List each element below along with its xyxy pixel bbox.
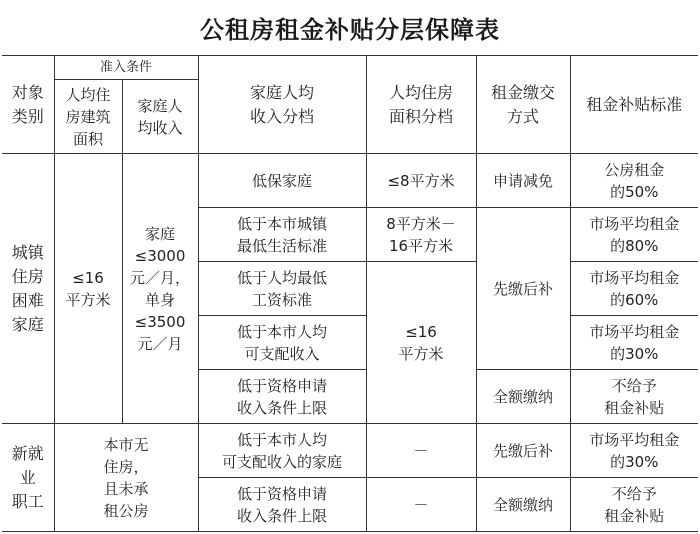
header-subsidy-standard: 租金补贴标准	[570, 56, 698, 154]
table-cell: 先缴后补	[476, 208, 570, 370]
subsidy-table	[2, 55, 698, 532]
header-conditions: 准入条件	[54, 56, 198, 80]
table-cell: 全额缴纳	[476, 370, 570, 424]
group2-conditions: 本市无 住房， 且未承 租公房	[54, 424, 198, 532]
table-cell: 市场平均租金 的30%	[570, 424, 698, 478]
table-cell: 市场平均租金 的60%	[570, 262, 698, 316]
group1-income-condition: 家庭 ≤3000 元／月， 单身 ≤3500 元／月	[122, 154, 198, 424]
table-cell: 市场平均租金 的80%	[570, 208, 698, 262]
table-cell: 8平方米－ 16平方米	[366, 208, 476, 262]
table-cell: －	[366, 478, 476, 532]
table-cell: 低于资格申请 收入条件上限	[198, 478, 366, 532]
table-cell: 低于本市人均 可支配收入	[198, 316, 366, 370]
table-cell: 公房租金 的50%	[570, 154, 698, 208]
table-cell: 不给予 租金补贴	[570, 478, 698, 532]
header-object-type: 对象 类别	[2, 56, 54, 154]
group2-object-type: 新就 业 职工	[2, 424, 54, 532]
table-cell: 低于本市人均 可支配收入的家庭	[198, 424, 366, 478]
table-cell: 低于本市城镇 最低生活标准	[198, 208, 366, 262]
page-title: 公租房租金补贴分层保障表	[200, 16, 500, 44]
table-cell: 不给予 租金补贴	[570, 370, 698, 424]
table-cell: 低于人均最低 工资标准	[198, 262, 366, 316]
table-cell: －	[366, 424, 476, 478]
table-cell: 先缴后补	[476, 424, 570, 478]
table-cell: 低于资格申请 收入条件上限	[198, 370, 366, 424]
header-income: 家庭人 均收入	[122, 80, 198, 154]
group1-object-type: 城镇 住房 困难 家庭	[2, 154, 54, 424]
table-cell: ≤8平方米	[366, 154, 476, 208]
table-cell: 低保家庭	[198, 154, 366, 208]
table-cell: 全额缴纳	[476, 478, 570, 532]
table-cell: 市场平均租金 的30%	[570, 316, 698, 370]
header-area: 人均住 房建筑 面积	[54, 80, 122, 154]
header-area-level: 人均住房 面积分档	[366, 56, 476, 154]
header-payment-method: 租金缴交 方式	[476, 56, 570, 154]
group1-area-condition: ≤16 平方米	[54, 154, 122, 424]
header-income-level: 家庭人均 收入分档	[198, 56, 366, 154]
table-cell: 申请减免	[476, 154, 570, 208]
table-cell: ≤16 平方米	[366, 262, 476, 424]
